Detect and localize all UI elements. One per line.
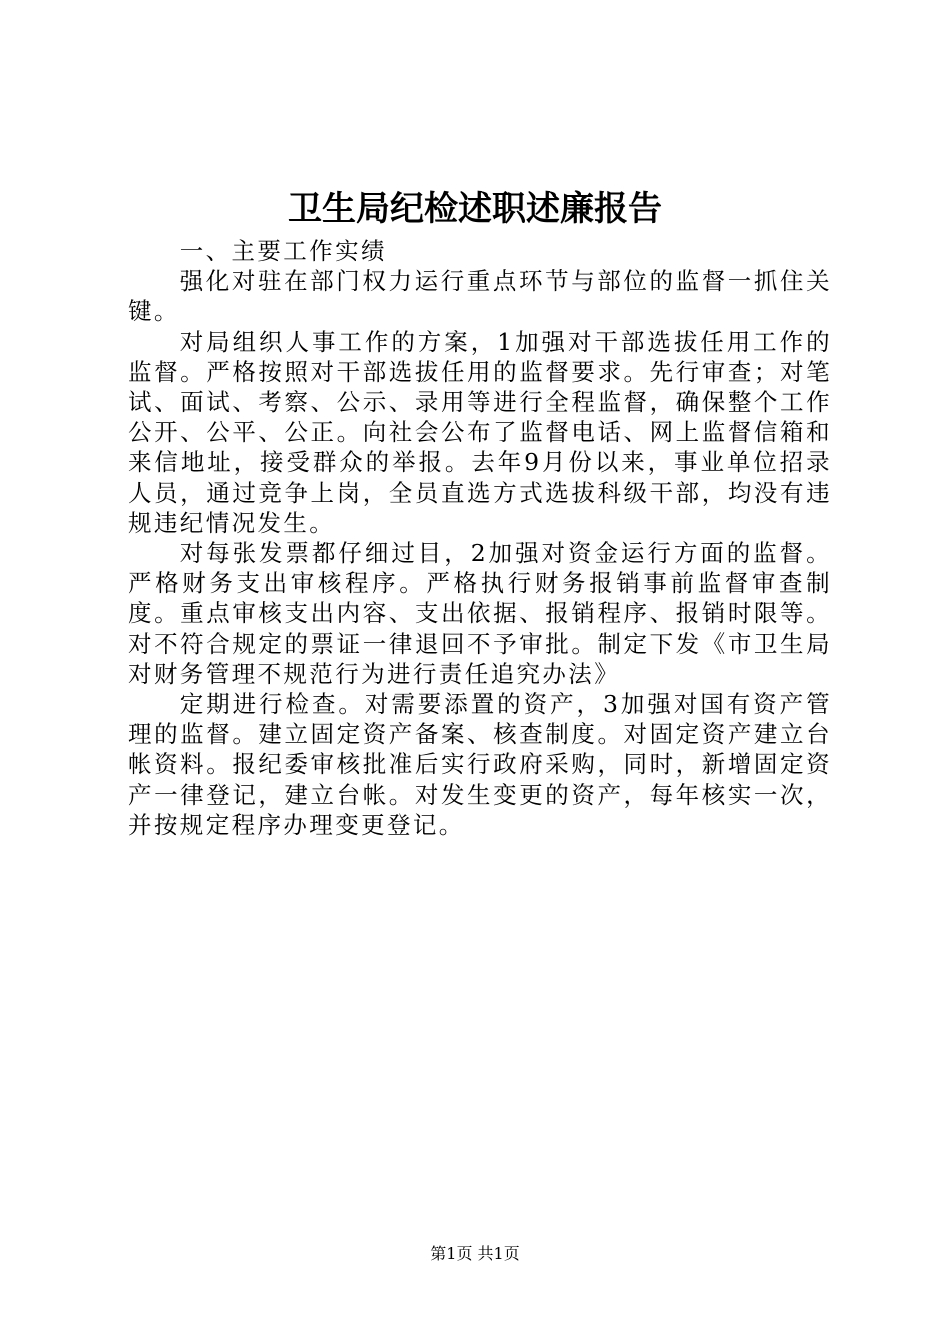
document-body [128,236,832,840]
paragraph: 强化对驻在部门权力运行重点环节与部位的监督一抓住关键。 [128,267,832,326]
paragraph: 定期进行检查。对需要添置的资产，3加强对国有资产管理的监督。建立固定资产备案、核查制度。对固定资产建立台帐资料。报纪委审核批准后实行政府采购，同时，新增固定资产一律登记，建立台帐。对发生变更的资产，每年核实一次，并按规定程序办理变更登记。 [128,690,832,839]
paragraph: 对每张发票都仔细过目，2加强对资金运行方面的监督。严格财务支出审核程序。严格执行财务报销事前监督审查制度。重点审核支出内容、支出依据、报销程序、报销时限等。对不符合规定的票证一律退回不予审批。制定下发《市卫生局对财务管理不规范行为进行责任追究办法》 [128,539,832,688]
paragraph: 对局组织人事工作的方案，1加强对干部选拔任用工作的监督。严格按照对干部选拔任用的监督要求。先行审查；对笔试、面试、考察、公示、录用等进行全程监督，确保整个工作公开、公平、公正。向社会公布了监督电话、网上监督信箱和来信地址，接受群众的举报。去年9月份以来，事业单位招录人员，通过竞争上岗，全员直选方式选拔科级干部，均没有违规违纪情况发生。 [128,327,832,537]
document-title: 卫生局纪检述职述廉报告 [288,189,662,229]
section-heading: 一、主要工作实绩 [179,237,387,265]
page-footer: 第1页 共1页 [430,1244,520,1263]
